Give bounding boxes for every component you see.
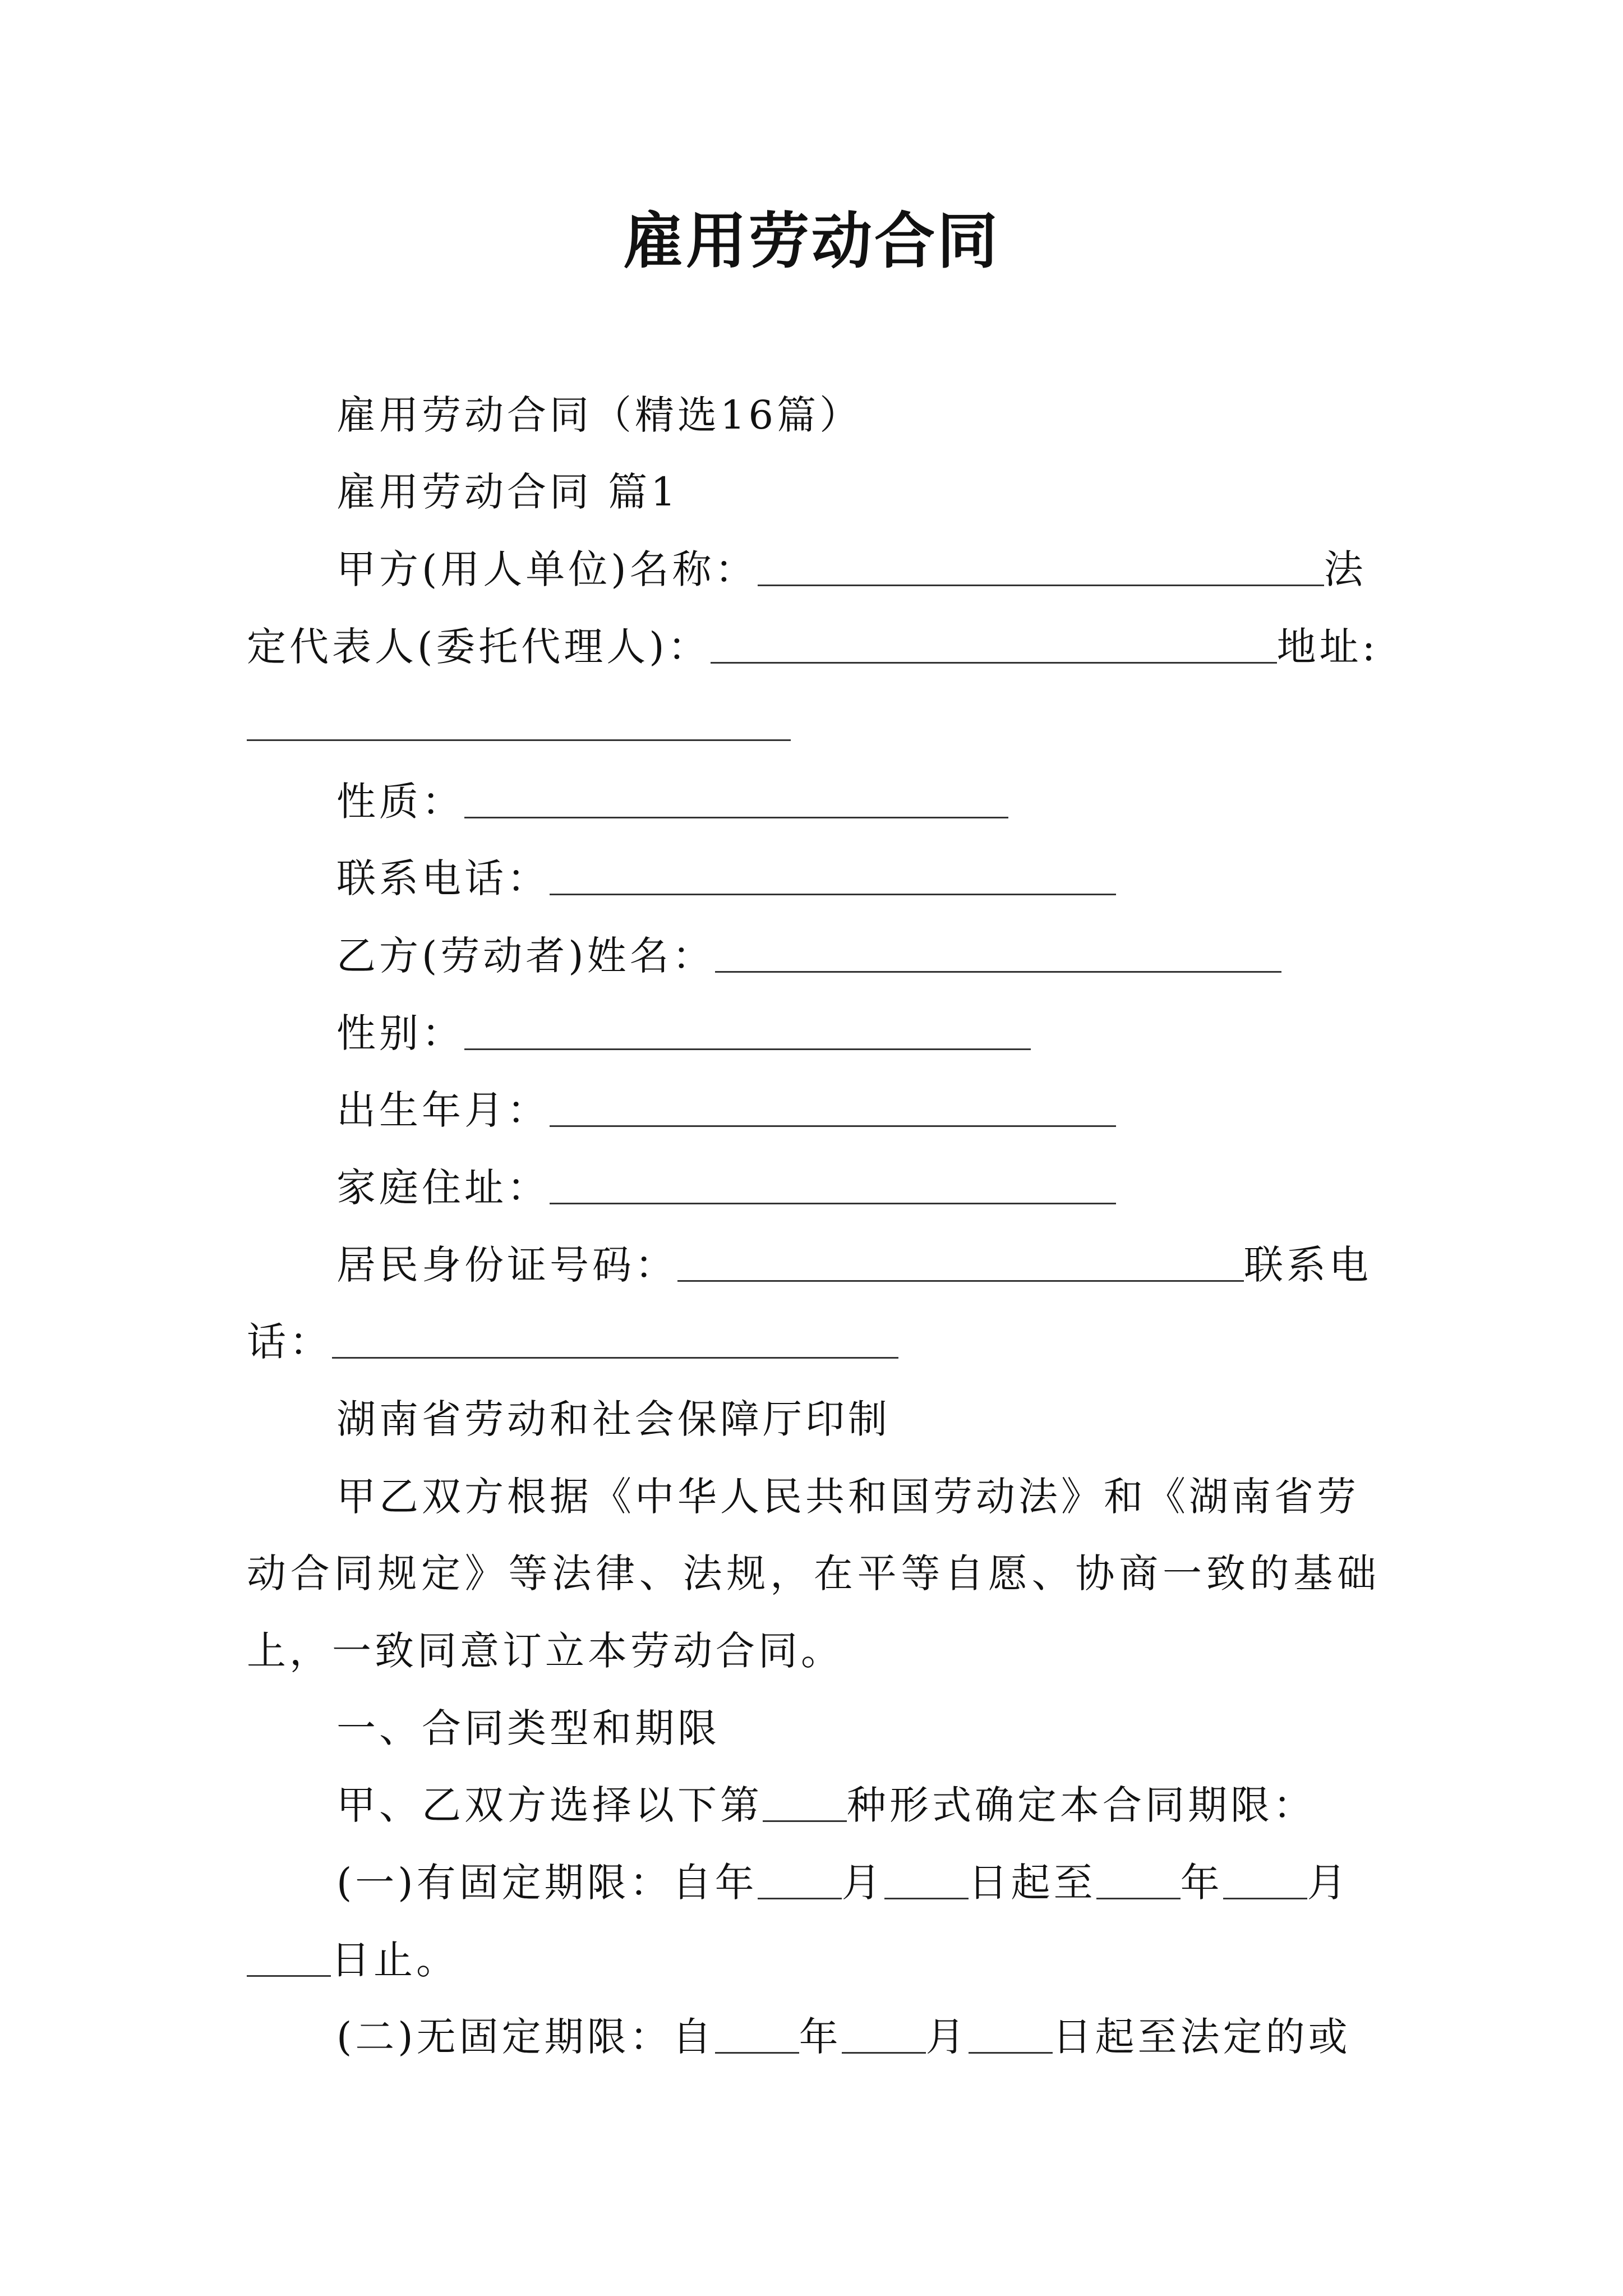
contact-blank xyxy=(332,1323,898,1359)
home-blank xyxy=(550,1169,1116,1204)
address-blank xyxy=(247,706,791,741)
nature-blank xyxy=(464,783,1008,818)
choose-label-b: 种形式确定本合同期限： xyxy=(847,1782,1316,1828)
party-a-name-label: 甲方(用人单位)名称： xyxy=(336,546,758,592)
open-tail-label: 日起至法定的或 xyxy=(1052,2014,1351,2060)
end-year-blank xyxy=(1096,1864,1181,1899)
birth-label: 出生年月： xyxy=(336,1087,550,1133)
paragraph-line-1: 甲乙双方根据《中华人民共和国劳动法》和《湖南省劳 xyxy=(336,1474,1359,1520)
open-month-blank xyxy=(842,2018,926,2054)
month-label-2: 月 xyxy=(1307,1860,1350,1906)
party-b-name-row xyxy=(336,925,1281,987)
choose-label-a: 甲、乙双方选择以下第 xyxy=(336,1782,763,1828)
party-b-name-blank xyxy=(715,937,1281,973)
month-label: 月 xyxy=(841,1860,884,1906)
day-from-label: 日起至 xyxy=(968,1860,1096,1906)
nature-row xyxy=(336,771,1008,832)
party-b-name-label: 乙方(劳动者)姓名： xyxy=(336,933,715,979)
id-number-row xyxy=(336,1234,1372,1296)
address-row xyxy=(247,693,791,755)
fixed-term-label: (一)有固定期限：自年 xyxy=(336,1860,758,1906)
home-row xyxy=(336,1157,1116,1218)
home-label: 家庭住址： xyxy=(336,1165,550,1211)
year-label: 年 xyxy=(1180,1860,1223,1906)
open-year-blank xyxy=(715,2018,799,2054)
printer-line: 湖南省劳动和社会保障厅印制 xyxy=(336,1396,891,1442)
open-term-label: (二)无固定期限：自 xyxy=(336,2014,715,2060)
legal-rep-blank xyxy=(711,628,1277,664)
day-end-label: 日止。 xyxy=(331,1937,459,1983)
contact-suffix-label: 话： xyxy=(247,1319,332,1365)
id-number-blank xyxy=(677,1246,1244,1282)
open-month-label: 月 xyxy=(925,2014,969,2060)
gender-blank xyxy=(464,1015,1031,1050)
fixed-month-blank xyxy=(758,1864,842,1899)
document-subtitle: 雇用劳动合同（精选16篇） xyxy=(336,392,863,438)
birth-row xyxy=(336,1079,1116,1141)
page-title: 雇用劳动合同 xyxy=(623,206,1000,277)
phone-label: 联系电话： xyxy=(336,855,550,901)
birth-blank xyxy=(550,1092,1116,1127)
nature-label: 性质： xyxy=(336,779,464,825)
legal-rep-label: 定代表人(委托代理人)： xyxy=(247,624,711,670)
end-month-blank xyxy=(1223,1864,1307,1899)
open-day-blank xyxy=(969,2018,1053,2054)
contact-prefix-label: 联系电 xyxy=(1244,1242,1372,1288)
choose-row xyxy=(336,1774,1316,1836)
legal-suffix-label: 法 xyxy=(1324,546,1367,592)
gender-label: 性别： xyxy=(336,1010,464,1056)
contact-row xyxy=(247,1311,898,1373)
gender-row xyxy=(336,1002,1031,1064)
phone-row xyxy=(336,848,1116,909)
fixed-day-blank xyxy=(884,1864,969,1899)
id-number-label: 居民身份证号码： xyxy=(336,1242,677,1288)
choose-blank xyxy=(763,1787,847,1822)
section-heading: 雇用劳动合同 篇1 xyxy=(336,469,679,515)
party-a-name-blank xyxy=(758,551,1324,586)
paragraph-line-2: 动合同规定》等法律、法规，在平等自愿、协商一致的基础 xyxy=(247,1550,1380,1596)
phone-blank xyxy=(550,860,1116,895)
clause-heading: 一、合同类型和期限 xyxy=(336,1705,720,1751)
legal-rep-row xyxy=(247,616,1378,678)
party-a-name-row xyxy=(336,539,1367,600)
end-day-blank xyxy=(247,1941,331,1977)
fixed-term-row xyxy=(336,1852,1350,1913)
open-term-row xyxy=(336,2006,1351,2068)
fixed-term-end-row xyxy=(247,1929,459,1991)
address-label: 地址: xyxy=(1276,624,1379,670)
paragraph-line-3: 上，一致同意订立本劳动合同。 xyxy=(247,1628,843,1674)
open-year-label: 年 xyxy=(799,2014,842,2060)
